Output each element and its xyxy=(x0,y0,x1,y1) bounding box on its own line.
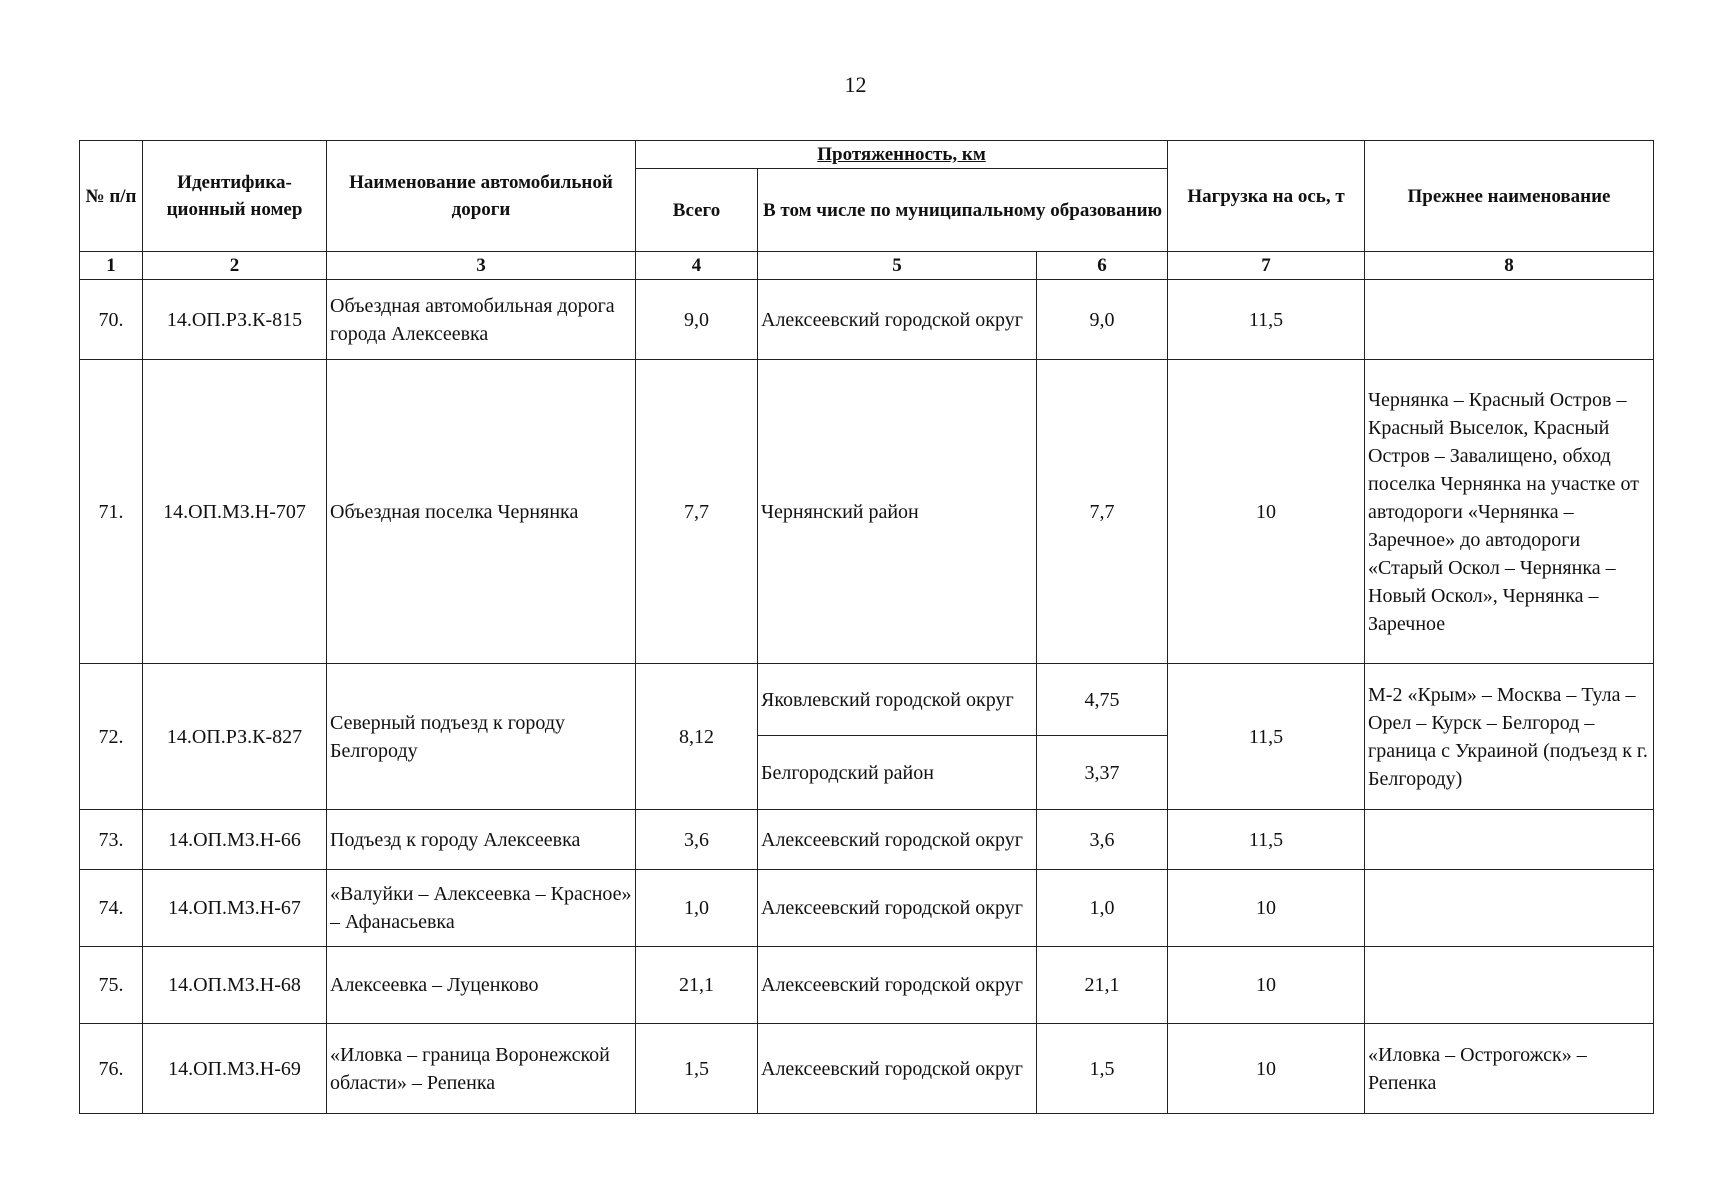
table-row xyxy=(80,664,1654,736)
row-number: 74. xyxy=(80,870,143,947)
column-number: 4 xyxy=(636,252,758,280)
header-total: Всего xyxy=(636,169,758,252)
length-total: 1,5 xyxy=(636,1024,758,1114)
municipality: Яковлевский городской округ xyxy=(758,664,1037,736)
length-total: 7,7 xyxy=(636,360,758,664)
road-name: Северный подъезд к городу Белгороду xyxy=(327,664,636,810)
road-id: 14.ОП.МЗ.Н-69 xyxy=(143,1024,327,1114)
former-name xyxy=(1365,947,1654,1024)
page-number: 12 xyxy=(844,72,867,97)
axle-load: 10 xyxy=(1168,1024,1365,1114)
road-name: Объездная поселка Чернянка xyxy=(327,360,636,664)
header-former-name: Прежнее наименование xyxy=(1365,141,1654,252)
length-total: 8,12 xyxy=(636,664,758,810)
municipality: Чернянский район xyxy=(758,360,1037,664)
row-number: 73. xyxy=(80,810,143,870)
row-number: 72. xyxy=(80,664,143,810)
row-number: 70. xyxy=(80,280,143,360)
former-name xyxy=(1365,280,1654,360)
road-name: Алексеевка – Луценково xyxy=(327,947,636,1024)
table-row xyxy=(80,280,1654,360)
municipality-length: 3,37 xyxy=(1037,736,1168,810)
table-row xyxy=(80,947,1654,1024)
municipality: Алексеевский городской округ xyxy=(758,947,1037,1024)
axle-load: 11,5 xyxy=(1168,280,1365,360)
header-id: Идентифика-ционный номер xyxy=(143,141,327,252)
municipality-length: 9,0 xyxy=(1037,280,1168,360)
axle-load: 11,5 xyxy=(1168,664,1365,810)
road-name: «Валуйки – Алексеевка – Красное» – Афанасьевка xyxy=(327,870,636,947)
municipality: Белгородский район xyxy=(758,736,1037,810)
road-id: 14.ОП.МЗ.Н-66 xyxy=(143,810,327,870)
road-id: 14.ОП.РЗ.К-827 xyxy=(143,664,327,810)
municipality-length: 1,0 xyxy=(1037,870,1168,947)
length-total: 1,0 xyxy=(636,870,758,947)
road-id: 14.ОП.МЗ.Н-707 xyxy=(143,360,327,664)
road-name: Объездная автомобильная дорога города Алексеевка xyxy=(327,280,636,360)
road-id: 14.ОП.РЗ.К-815 xyxy=(143,280,327,360)
axle-load: 11,5 xyxy=(1168,810,1365,870)
municipality-length: 3,6 xyxy=(1037,810,1168,870)
road-name: «Иловка – граница Воронежской области» – Репенка xyxy=(327,1024,636,1114)
column-number: 5 xyxy=(758,252,1037,280)
municipality: Алексеевский городской округ xyxy=(758,870,1037,947)
column-number: 2 xyxy=(143,252,327,280)
header-length-group: Протяженность, км xyxy=(636,141,1168,169)
former-name xyxy=(1365,870,1654,947)
roads-table xyxy=(79,140,1654,1114)
column-number: 8 xyxy=(1365,252,1654,280)
former-name: М-2 «Крым» – Москва – Тула – Орел – Курск – Белгород – граница с Украиной (подъезд к г. Белгороду) xyxy=(1365,664,1654,810)
length-total: 21,1 xyxy=(636,947,758,1024)
municipality-length: 7,7 xyxy=(1037,360,1168,664)
road-id: 14.ОП.МЗ.Н-67 xyxy=(143,870,327,947)
axle-load: 10 xyxy=(1168,870,1365,947)
former-name: Чернянка – Красный Остров – Красный Выселок, Красный Остров – Завалищено, обход поселка Чернянка на участке от автодороги «Чернянка – Заречное» до автодороги «Старый Оскол – Чернянка – Новый Оскол», Чернянка – Заречное xyxy=(1365,360,1654,664)
axle-load: 10 xyxy=(1168,360,1365,664)
column-number: 3 xyxy=(327,252,636,280)
header-no: № п/п xyxy=(80,141,143,252)
municipality: Алексеевский городской округ xyxy=(758,280,1037,360)
column-number: 7 xyxy=(1168,252,1365,280)
column-number: 6 xyxy=(1037,252,1168,280)
former-name: «Иловка – Острогожск» – Репенка xyxy=(1365,1024,1654,1114)
table-row xyxy=(80,360,1654,664)
row-number: 75. xyxy=(80,947,143,1024)
table-row xyxy=(80,810,1654,870)
row-number: 71. xyxy=(80,360,143,664)
table-row xyxy=(80,870,1654,947)
municipality: Алексеевский городской округ xyxy=(758,810,1037,870)
header-road-name: Наименование автомобильной дороги xyxy=(327,141,636,252)
former-name xyxy=(1365,810,1654,870)
road-id: 14.ОП.МЗ.Н-68 xyxy=(143,947,327,1024)
municipality-length: 21,1 xyxy=(1037,947,1168,1024)
road-name: Подъезд к городу Алексеевка xyxy=(327,810,636,870)
header-axle-load: Нагрузка на ось, т xyxy=(1168,141,1365,252)
header-including: В том числе по муниципальному образованию xyxy=(758,169,1168,252)
axle-load: 10 xyxy=(1168,947,1365,1024)
table-row xyxy=(80,1024,1654,1114)
municipality: Алексеевский городской округ xyxy=(758,1024,1037,1114)
column-number: 1 xyxy=(80,252,143,280)
municipality-length: 1,5 xyxy=(1037,1024,1168,1114)
municipality-length: 4,75 xyxy=(1037,664,1168,736)
length-total: 9,0 xyxy=(636,280,758,360)
row-number: 76. xyxy=(80,1024,143,1114)
length-total: 3,6 xyxy=(636,810,758,870)
